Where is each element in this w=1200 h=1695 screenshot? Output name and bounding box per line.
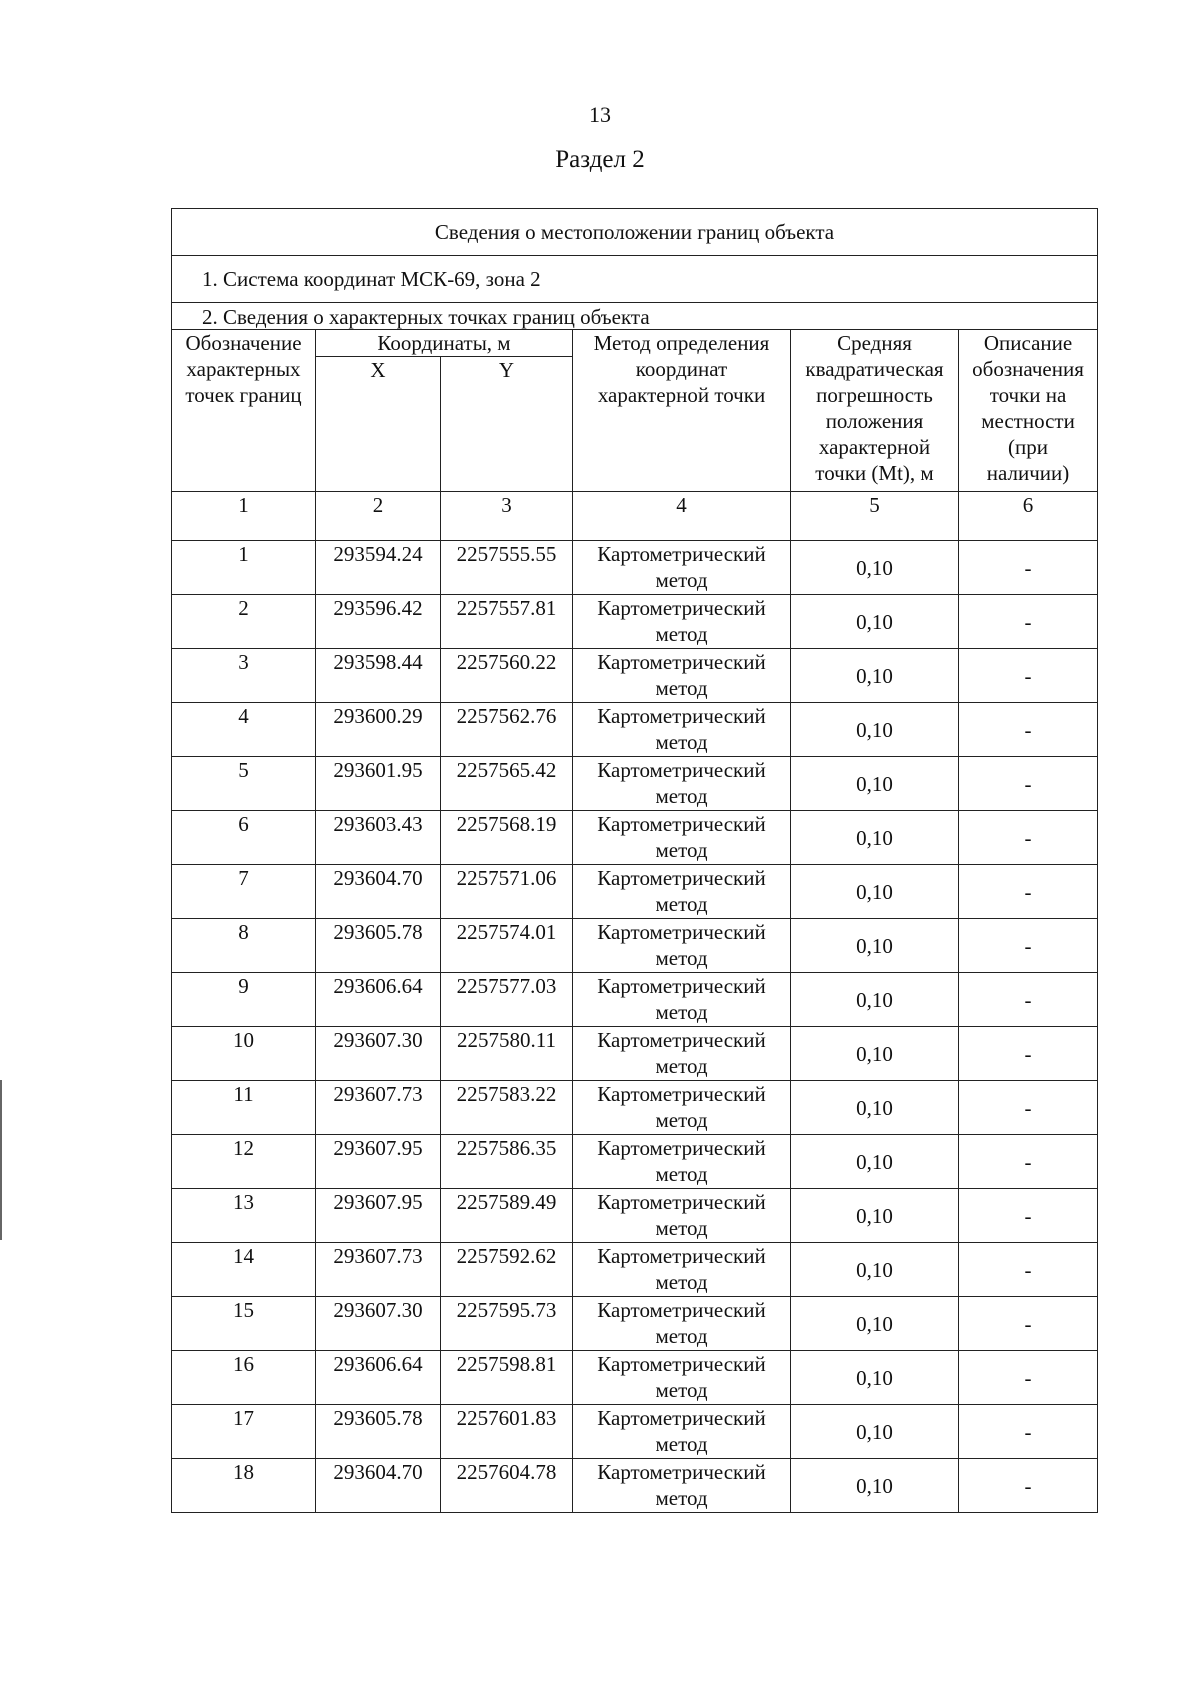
method-line: Картометрический <box>597 650 766 674</box>
description-value: - <box>959 1027 1098 1081</box>
header-error-line: положения <box>825 409 924 433</box>
error-value: 0,10 <box>791 919 959 973</box>
point-number: 4 <box>172 703 316 757</box>
description-value: - <box>959 541 1098 595</box>
column-number: 1 <box>172 492 316 541</box>
method-cell <box>573 541 791 595</box>
coord-y: 2257555.55 <box>441 541 573 595</box>
method-line: метод <box>655 1054 708 1078</box>
coord-x: 293607.95 <box>316 1135 441 1189</box>
description-value: - <box>959 1081 1098 1135</box>
method-line: метод <box>655 1324 708 1348</box>
method-line: метод <box>655 892 708 916</box>
boundary-points-table <box>171 208 1098 1513</box>
table-row <box>172 1351 1098 1405</box>
method-cell <box>573 1081 791 1135</box>
point-number: 2 <box>172 595 316 649</box>
point-number: 8 <box>172 919 316 973</box>
table-row <box>172 919 1098 973</box>
method-line: Картометрический <box>597 920 766 944</box>
description-value: - <box>959 865 1098 919</box>
method-cell <box>573 1189 791 1243</box>
header-designation <box>172 330 316 492</box>
header-description-line: Описание <box>983 331 1073 355</box>
description-value: - <box>959 757 1098 811</box>
error-value: 0,10 <box>791 1297 959 1351</box>
coord-x: 293594.24 <box>316 541 441 595</box>
coord-x: 293607.30 <box>316 1297 441 1351</box>
point-number: 14 <box>172 1243 316 1297</box>
table-row <box>172 1243 1098 1297</box>
method-line: Картометрический <box>597 1460 766 1484</box>
coord-x: 293598.44 <box>316 649 441 703</box>
point-number: 3 <box>172 649 316 703</box>
method-line: метод <box>655 1216 708 1240</box>
scan-edge-line <box>0 1080 2 1240</box>
header-error-line: точки (Mt), м <box>815 461 934 485</box>
column-number: 6 <box>959 492 1098 541</box>
coord-y: 2257586.35 <box>441 1135 573 1189</box>
method-line: Картометрический <box>597 974 766 998</box>
method-line: метод <box>655 784 708 808</box>
header-y: Y <box>441 357 573 492</box>
error-value: 0,10 <box>791 973 959 1027</box>
coordinate-system: 1. Система координат МСК-69, зона 2 <box>172 256 1098 303</box>
description-value: - <box>959 595 1098 649</box>
error-value: 0,10 <box>791 865 959 919</box>
method-line: Картометрический <box>597 866 766 890</box>
description-value: - <box>959 1135 1098 1189</box>
table-row <box>172 541 1098 595</box>
table-row <box>172 1405 1098 1459</box>
method-line: Картометрический <box>597 1298 766 1322</box>
method-line: Картометрический <box>597 812 766 836</box>
coord-x: 293596.42 <box>316 595 441 649</box>
method-line: Картометрический <box>597 1244 766 1268</box>
table-row <box>172 1027 1098 1081</box>
error-value: 0,10 <box>791 1081 959 1135</box>
column-number: 2 <box>316 492 441 541</box>
column-number: 5 <box>791 492 959 541</box>
header-description-line: наличии) <box>986 461 1070 485</box>
error-value: 0,10 <box>791 811 959 865</box>
header-coordinates: Координаты, м <box>316 330 573 357</box>
header-error-line: погрешность <box>816 383 933 407</box>
table-row <box>172 595 1098 649</box>
error-value: 0,10 <box>791 1135 959 1189</box>
method-line: метод <box>655 1378 708 1402</box>
method-line: Картометрический <box>597 1352 766 1376</box>
coord-y: 2257565.42 <box>441 757 573 811</box>
method-line: метод <box>655 622 708 646</box>
description-value: - <box>959 1405 1098 1459</box>
method-line: Картометрический <box>597 596 766 620</box>
table-title: Сведения о местоположении границ объекта <box>172 209 1098 256</box>
coord-y: 2257583.22 <box>441 1081 573 1135</box>
table-row <box>172 1297 1098 1351</box>
method-line: метод <box>655 730 708 754</box>
method-line: метод <box>655 946 708 970</box>
method-line: Картометрический <box>597 1406 766 1430</box>
header-error-line: квадратическая <box>805 357 944 381</box>
description-value: - <box>959 703 1098 757</box>
method-line: Картометрический <box>597 542 766 566</box>
header-x: X <box>316 357 441 492</box>
method-line: Картометрический <box>597 704 766 728</box>
method-line: Картометрический <box>597 1028 766 1052</box>
coord-x: 293604.70 <box>316 865 441 919</box>
method-cell <box>573 1405 791 1459</box>
method-line: метод <box>655 1432 708 1456</box>
table-row <box>172 811 1098 865</box>
coord-y: 2257592.62 <box>441 1243 573 1297</box>
method-cell <box>573 1351 791 1405</box>
coord-y: 2257595.73 <box>441 1297 573 1351</box>
header-designation-line: характерных <box>186 357 301 381</box>
point-number: 7 <box>172 865 316 919</box>
page-number: 13 <box>589 102 611 127</box>
coord-x: 293607.95 <box>316 1189 441 1243</box>
method-cell <box>573 649 791 703</box>
coord-y: 2257589.49 <box>441 1189 573 1243</box>
point-number: 9 <box>172 973 316 1027</box>
method-line: метод <box>655 1486 708 1510</box>
header-designation-line: Обозначение <box>185 331 302 355</box>
point-number: 1 <box>172 541 316 595</box>
header-method-line: координат <box>635 357 728 381</box>
header-designation-line: точек границ <box>185 383 302 407</box>
method-line: Картометрический <box>597 1190 766 1214</box>
table-row <box>172 973 1098 1027</box>
error-value: 0,10 <box>791 649 959 703</box>
method-cell <box>573 595 791 649</box>
coord-x: 293606.64 <box>316 1351 441 1405</box>
coord-y: 2257574.01 <box>441 919 573 973</box>
error-value: 0,10 <box>791 1405 959 1459</box>
description-value: - <box>959 1351 1098 1405</box>
error-value: 0,10 <box>791 1459 959 1513</box>
error-value: 0,10 <box>791 1027 959 1081</box>
section-title: Раздел 2 <box>555 146 645 173</box>
point-number: 17 <box>172 1405 316 1459</box>
description-value: - <box>959 649 1098 703</box>
coord-x: 293600.29 <box>316 703 441 757</box>
point-number: 11 <box>172 1081 316 1135</box>
method-line: метод <box>655 838 708 862</box>
method-line: метод <box>655 1000 708 1024</box>
coord-x: 293607.73 <box>316 1081 441 1135</box>
header-error <box>791 330 959 492</box>
header-method-line: характерной точки <box>597 383 766 407</box>
method-line: метод <box>655 1162 708 1186</box>
header-description-line: обозначения <box>972 357 1084 381</box>
column-number: 4 <box>573 492 791 541</box>
method-cell <box>573 973 791 1027</box>
coord-x: 293606.64 <box>316 973 441 1027</box>
method-cell <box>573 1243 791 1297</box>
coord-y: 2257577.03 <box>441 973 573 1027</box>
description-value: - <box>959 1297 1098 1351</box>
table-row <box>172 703 1098 757</box>
error-value: 0,10 <box>791 1243 959 1297</box>
coord-x: 293605.78 <box>316 919 441 973</box>
header-method <box>573 330 791 492</box>
method-line: метод <box>655 568 708 592</box>
header-description-line: (при <box>1008 435 1049 459</box>
error-value: 0,10 <box>791 1189 959 1243</box>
point-number: 16 <box>172 1351 316 1405</box>
coord-y: 2257580.11 <box>441 1027 573 1081</box>
coord-x: 293603.43 <box>316 811 441 865</box>
coord-x: 293607.30 <box>316 1027 441 1081</box>
method-line: Картометрический <box>597 758 766 782</box>
method-line: Картометрический <box>597 1082 766 1106</box>
header-description <box>959 330 1098 492</box>
point-number: 6 <box>172 811 316 865</box>
table-row <box>172 757 1098 811</box>
error-value: 0,10 <box>791 1351 959 1405</box>
point-number: 10 <box>172 1027 316 1081</box>
method-line: метод <box>655 676 708 700</box>
method-line: Картометрический <box>597 1136 766 1160</box>
coord-y: 2257560.22 <box>441 649 573 703</box>
table-row <box>172 1189 1098 1243</box>
description-value: - <box>959 1243 1098 1297</box>
header-method-line: Метод определения <box>593 331 770 355</box>
error-value: 0,10 <box>791 703 959 757</box>
header-description-line: точки на <box>989 383 1067 407</box>
coord-y: 2257557.81 <box>441 595 573 649</box>
coord-y: 2257571.06 <box>441 865 573 919</box>
method-cell <box>573 811 791 865</box>
point-number: 13 <box>172 1189 316 1243</box>
method-cell <box>573 919 791 973</box>
method-cell <box>573 865 791 919</box>
coord-y: 2257562.76 <box>441 703 573 757</box>
method-cell <box>573 1135 791 1189</box>
column-number: 3 <box>441 492 573 541</box>
method-cell <box>573 1297 791 1351</box>
header-error-line: Средняя <box>837 331 912 355</box>
method-cell <box>573 757 791 811</box>
table-row <box>172 865 1098 919</box>
error-value: 0,10 <box>791 757 959 811</box>
table-row <box>172 1459 1098 1513</box>
table-row <box>172 1135 1098 1189</box>
header-error-line: характерной <box>818 435 931 459</box>
error-value: 0,10 <box>791 595 959 649</box>
description-value: - <box>959 973 1098 1027</box>
method-line: метод <box>655 1270 708 1294</box>
table-row <box>172 649 1098 703</box>
description-value: - <box>959 1189 1098 1243</box>
description-value: - <box>959 919 1098 973</box>
coord-x: 293604.70 <box>316 1459 441 1513</box>
point-number: 15 <box>172 1297 316 1351</box>
coord-y: 2257604.78 <box>441 1459 573 1513</box>
method-line: метод <box>655 1108 708 1132</box>
column-numbers-row <box>172 492 1098 541</box>
coord-y: 2257601.83 <box>441 1405 573 1459</box>
description-value: - <box>959 811 1098 865</box>
method-cell <box>573 703 791 757</box>
coord-x: 293607.73 <box>316 1243 441 1297</box>
table-row <box>172 1081 1098 1135</box>
coord-y: 2257568.19 <box>441 811 573 865</box>
point-number: 18 <box>172 1459 316 1513</box>
coord-y: 2257598.81 <box>441 1351 573 1405</box>
coord-x: 293605.78 <box>316 1405 441 1459</box>
method-cell <box>573 1027 791 1081</box>
points-caption: 2. Сведения о характерных точках границ объекта <box>172 303 1098 330</box>
description-value: - <box>959 1459 1098 1513</box>
point-number: 5 <box>172 757 316 811</box>
coord-x: 293601.95 <box>316 757 441 811</box>
method-cell <box>573 1459 791 1513</box>
error-value: 0,10 <box>791 541 959 595</box>
point-number: 12 <box>172 1135 316 1189</box>
header-description-line: местности <box>981 409 1075 433</box>
